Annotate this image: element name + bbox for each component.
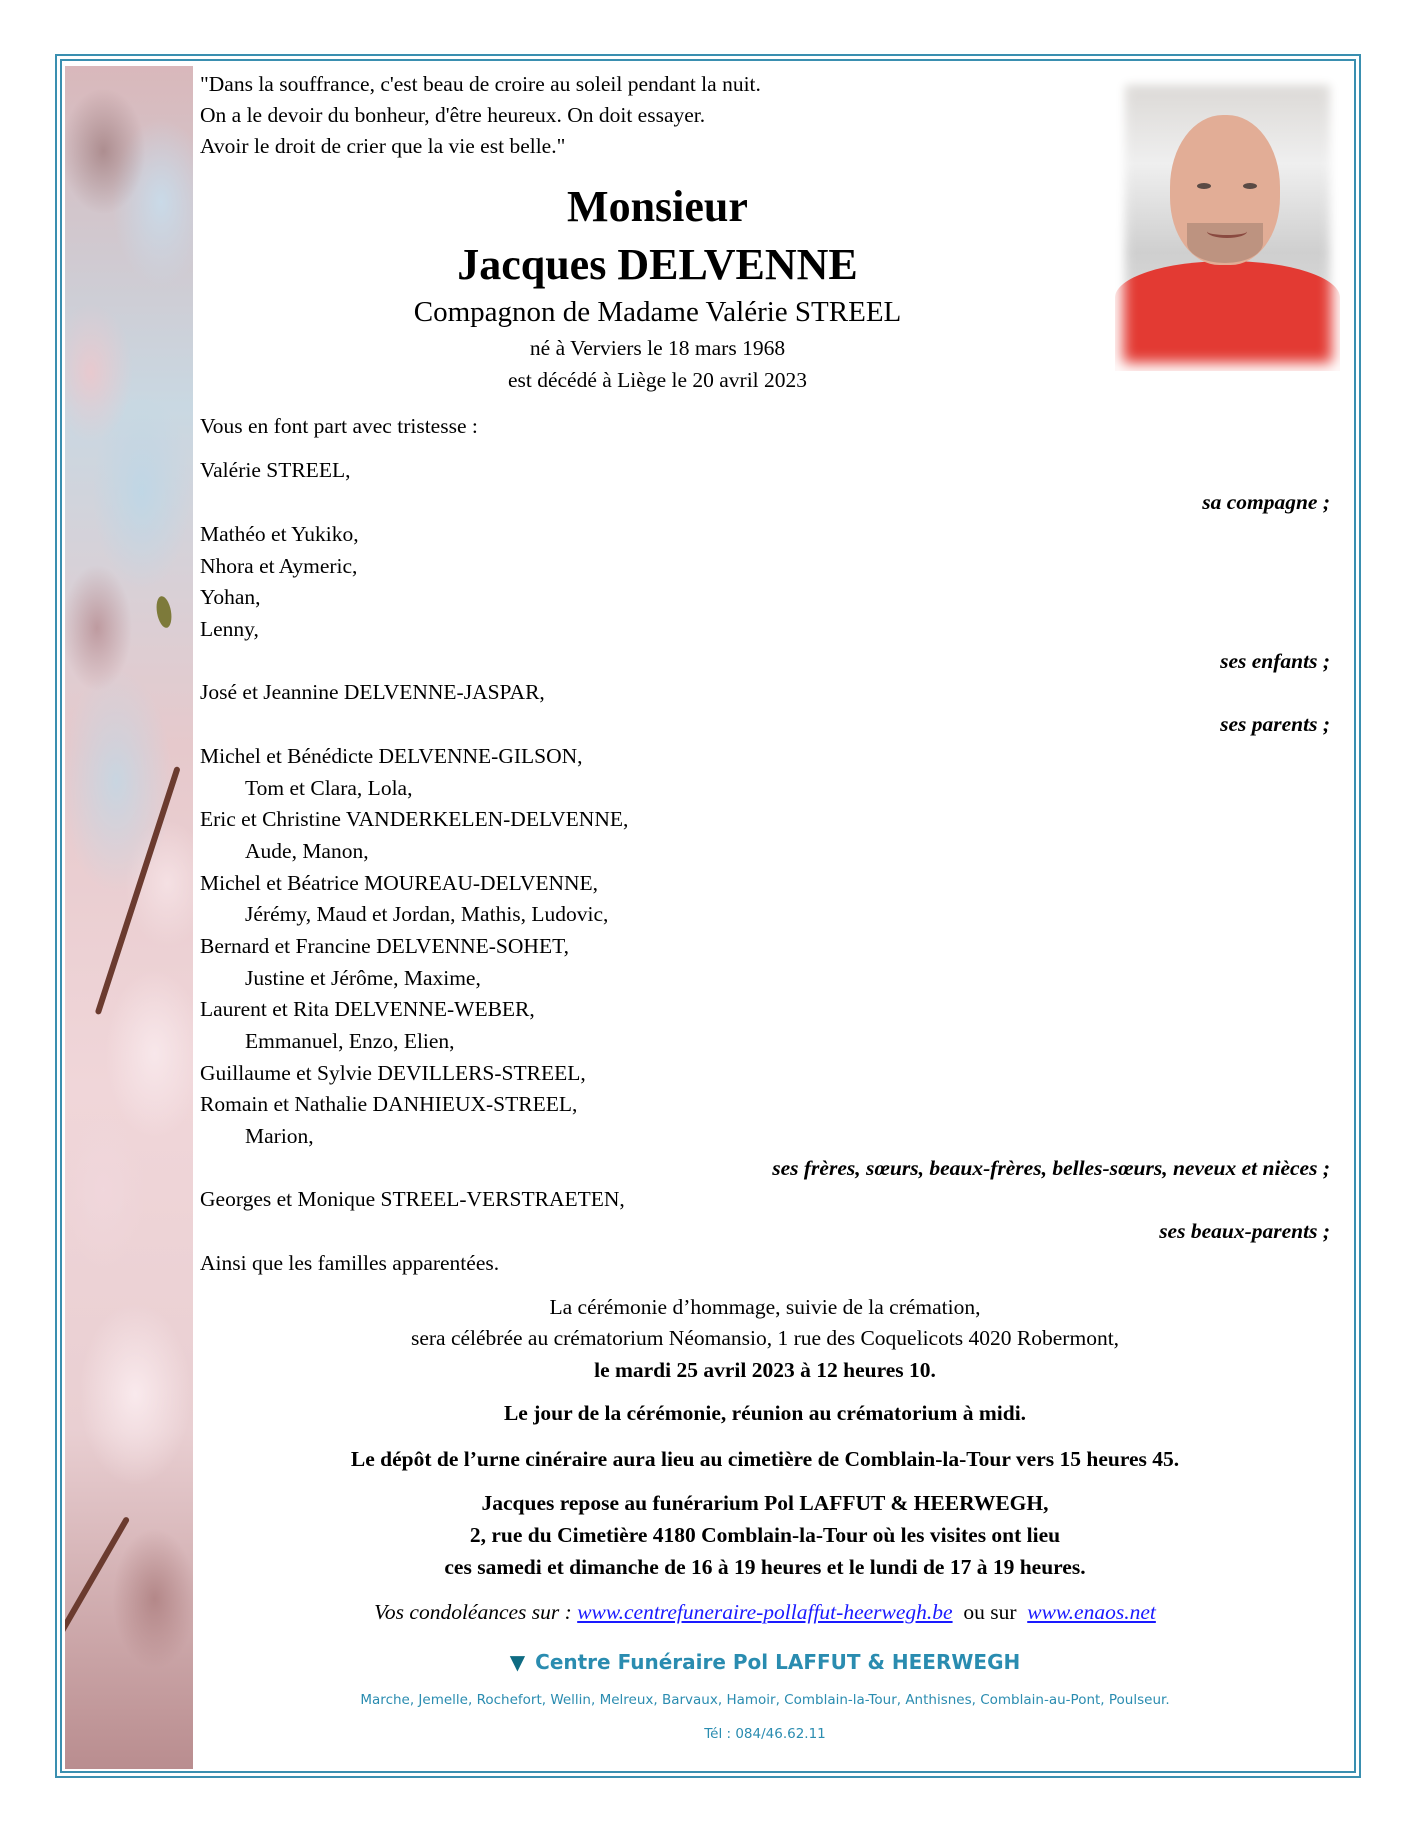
family-sibling-children: Aude, Manon, xyxy=(245,839,369,863)
intro-line: Vous en font part avec tristesse : xyxy=(200,414,478,438)
relation-line: Compagnon de Madame Valérie STREEL xyxy=(413,296,902,328)
ceremony-meeting: Le jour de la cérémonie, réunion au crématorium à midi. xyxy=(503,1401,1027,1425)
funeral-center-locations: Marche, Jemelle, Rochefort, Wellin, Melreux, Barvaux, Hamoir, Comblain-la-Tour, Anthisnes, Comblain-au-Pont, Poulseur. xyxy=(360,1692,1170,1708)
funeral-center-link[interactable]: www.centrefuneraire-pollaffut-heerwegh.be xyxy=(577,1600,953,1624)
triangle-down-icon: ▼ xyxy=(509,1650,526,1674)
quote-line-1: "Dans la souffrance, c'est beau de croire au soleil pendant la nuit. xyxy=(200,72,761,96)
family-sibling-children: Jérémy, Maud et Jordan, Mathis, Ludovic, xyxy=(245,902,609,926)
family-child: Yohan, xyxy=(200,585,261,609)
funeral-center-name: Centre Funéraire Pol LAFFUT & HEERWEGH xyxy=(535,1650,1021,1674)
family-sibling: Michel et Béatrice MOUREAU-DELVENNE, xyxy=(200,871,599,895)
condolences-or: ou sur xyxy=(963,1600,1017,1624)
family-sibling: Romain et Nathalie DANHIEUX-STREEL, xyxy=(200,1092,578,1116)
family-parents: José et Jeannine DELVENNE-JASPAR, xyxy=(200,680,545,704)
quote-line-3: Avoir le droit de crier que la vie est belle." xyxy=(200,134,566,158)
urn-deposit: Le dépôt de l’urne cinéraire aura lieu au cimetière de Comblain-la-Tour vers 15 heures 45. xyxy=(350,1447,1180,1471)
enaos-link[interactable]: www.enaos.net xyxy=(1027,1600,1156,1624)
family-companion: Valérie STREEL, xyxy=(200,458,351,482)
branch-shape xyxy=(95,766,181,1015)
family-sibling: Laurent et Rita DELVENNE-WEBER, xyxy=(200,997,535,1021)
family-closing: Ainsi que les familles apparentées. xyxy=(200,1251,500,1275)
family-sibling: Guillaume et Sylvie DEVILLERS-STREEL, xyxy=(200,1061,586,1085)
honorific-title: Monsieur xyxy=(567,182,748,231)
ceremony-line-1: La cérémonie d’hommage, suivie de la crémation, xyxy=(549,1295,981,1319)
birth-line: né à Verviers le 18 mars 1968 xyxy=(529,336,786,360)
branch-shape xyxy=(65,1516,130,1769)
family-sibling: Bernard et Francine DELVENNE-SOHET, xyxy=(200,934,569,958)
family-sibling-children: Marion, xyxy=(245,1124,314,1148)
flower-bud-icon xyxy=(154,595,173,629)
funerarium-line-2: 2, rue du Cimetière 4180 Comblain-la-Tour où les visites ont lieu xyxy=(469,1523,1061,1547)
label-children: ses enfants ; xyxy=(1220,649,1330,673)
label-inlaws: ses beaux-parents ; xyxy=(1159,1219,1330,1243)
funerarium-line-1: Jacques repose au funérarium Pol LAFFUT & HEERWEGH, xyxy=(481,1491,1049,1515)
funerarium-line-3: ces samedi et dimanche de 16 à 19 heures et le lundi de 17 à 19 heures. xyxy=(444,1555,1086,1579)
label-parents: ses parents ; xyxy=(1220,712,1330,736)
family-sibling-children: Emmanuel, Enzo, Elien, xyxy=(245,1029,455,1053)
family-inlaws: Georges et Monique STREEL-VERSTRAETEN, xyxy=(200,1187,625,1211)
ceremony-date: le mardi 25 avril 2023 à 12 heures 10. xyxy=(594,1358,936,1382)
condolences-line xyxy=(200,1602,1330,1624)
funeral-center-phone: Tél : 084/46.62.11 xyxy=(704,1726,826,1742)
family-sibling: Michel et Bénédicte DELVENNE-GILSON, xyxy=(200,744,583,768)
condolences-prefix: Vos condoléances sur : xyxy=(374,1600,572,1624)
family-sibling-children: Justine et Jérôme, Maxime, xyxy=(245,966,481,990)
family-child: Lenny, xyxy=(200,617,259,641)
death-line: est décédé à Liège le 20 avril 2023 xyxy=(507,368,808,392)
ceremony-line-2: sera célébrée au crématorium Néomansio, 1 rue des Coquelicots 4020 Robermont, xyxy=(410,1326,1120,1350)
quote-line-2: On a le devoir du bonheur, d'être heureux. On doit essayer. xyxy=(200,103,706,127)
label-siblings: ses frères, sœurs, beaux-frères, belles-sœurs, neveux et nièces ; xyxy=(772,1156,1330,1180)
family-sibling: Eric et Christine VANDERKELEN-DELVENNE, xyxy=(200,807,629,831)
cherry-blossom-strip-image xyxy=(65,66,193,1769)
funeral-center-name-line xyxy=(200,1652,1330,1672)
deceased-name: Jacques DELVENNE xyxy=(457,240,858,289)
portrait-photo xyxy=(1115,75,1340,371)
photo-vignette xyxy=(1115,75,1340,371)
label-companion: sa compagne ; xyxy=(1202,490,1330,514)
family-child: Nhora et Aymeric, xyxy=(200,554,358,578)
family-sibling-children: Tom et Clara, Lola, xyxy=(245,776,413,800)
family-child: Mathéo et Yukiko, xyxy=(200,522,359,546)
